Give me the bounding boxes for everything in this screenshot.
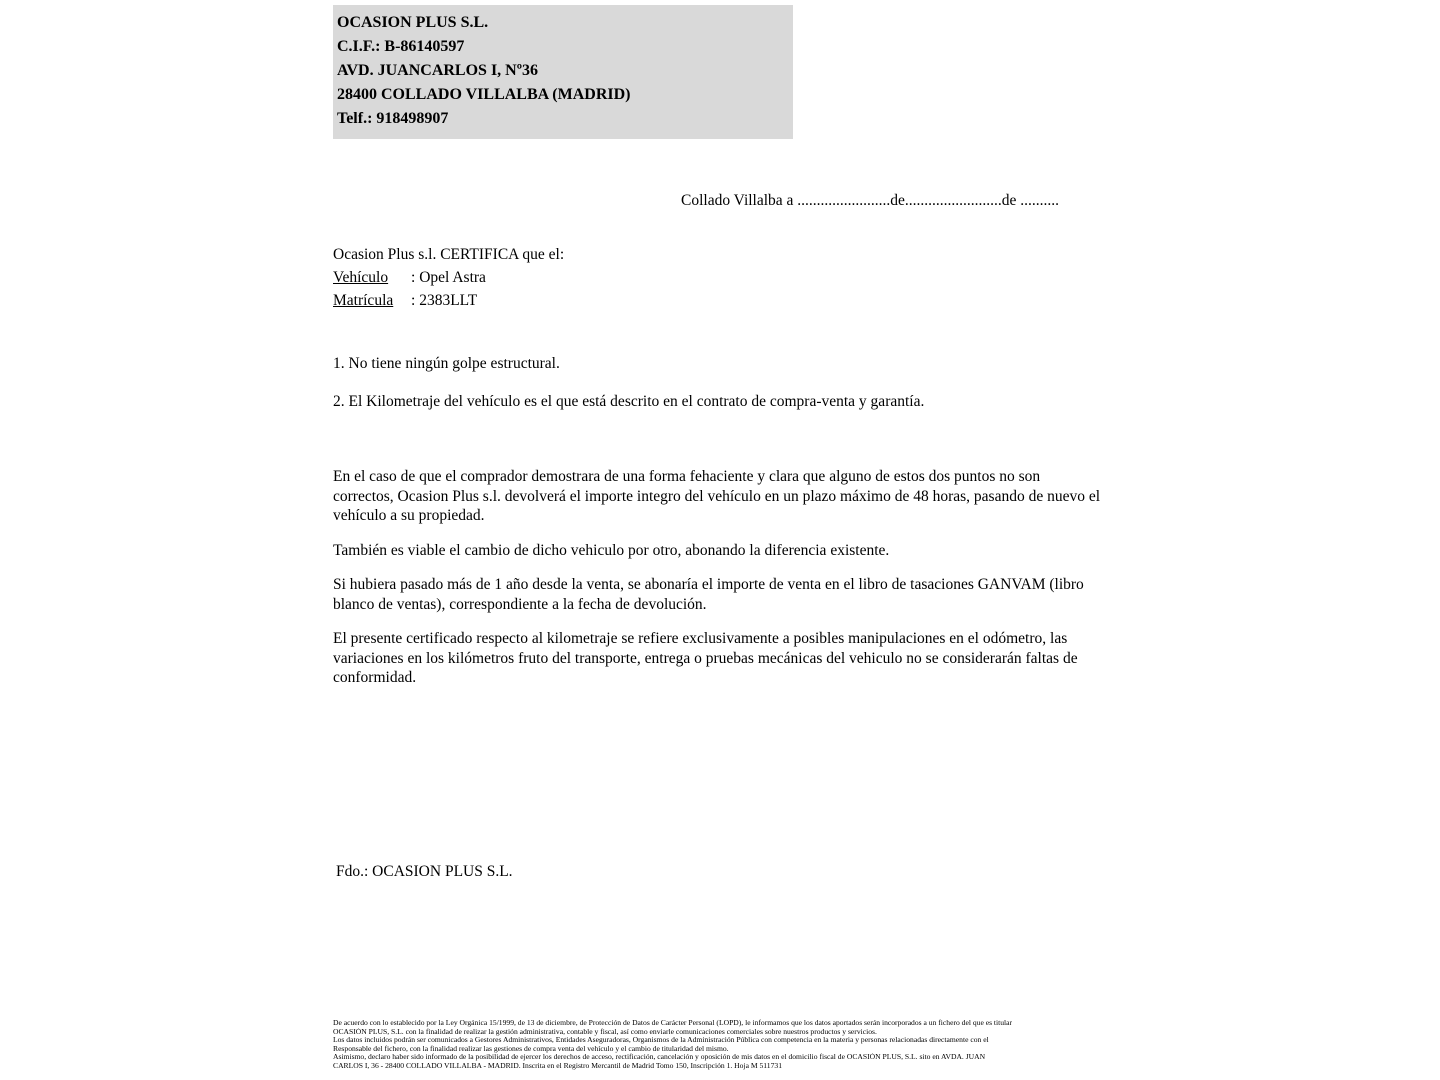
plate-line [333, 289, 1101, 312]
date-line: Collado Villalba a ........................de.........................de .......... [681, 192, 1060, 209]
legal-line: Asimismo, declaro haber sido informado de la posibilidad de ejercer los derechos de acceso, rectificación, cancelación y oposición de mis datos en el domicilio fiscal de OCASIÓN PLUS, S.L. sito en AVDA. JUAN [333, 1053, 986, 1062]
company-cif: C.I.F.: B-86140597 [337, 38, 465, 55]
vehicle-line [333, 266, 1101, 289]
plate-value: 2383LLT [419, 292, 478, 309]
vehicle-separator: : [411, 269, 420, 286]
paragraph-odometer: El presente certificado respecto al kilometraje se refiere exclusivamente a posibles manipulaciones en el odómetro, las variaciones en los kilómetros fruto del transporte, entrega o pruebas mecánicas del vehiculo no se considerarán faltas de conformidad. [333, 630, 1078, 686]
vehicle-label: Vehículo [333, 269, 389, 286]
legal-footer [333, 1019, 1123, 1071]
letterhead-block [333, 5, 793, 139]
paragraph-exchange: También es viable el cambio de dicho vehiculo por otro, abonando la diferencia existente. [333, 541, 890, 559]
company-phone: Telf.: 918498907 [337, 110, 449, 127]
plate-label: Matrícula [333, 292, 394, 309]
legal-line: CARLOS I, 36 - 28400 COLLADO VILLALBA - MADRID. Inscrita en el Registro Mercantil de Madrid Tomo 150, Inscripción 1. Hoja M 511731 [333, 1061, 782, 1070]
certificate-point-1: 1. No tiene ningún golpe estructural. [333, 355, 560, 372]
document-content [333, 0, 1101, 703]
legal-line: Los datos incluidos podrán ser comunicados a Gestores Administrativos, Entidades Aseguradoras, Organismos de la Administración Pública con competencia en la materia y personas relacionadas directamente con el [333, 1036, 989, 1045]
paragraph-ganvam: Si hubiera pasado más de 1 año desde la venta, se abonaría el importe de venta en el libro de tasaciones GANVAM (libro blanco de ventas), correspondiente a la fecha de devolución. [333, 576, 1084, 613]
company-address: AVD. JUANCARLOS I, Nº36 [337, 62, 539, 79]
body-paragraphs [333, 467, 1101, 688]
vehicle-value: Opel Astra [419, 269, 486, 286]
company-city: 28400 COLLADO VILLALBA (MADRID) [337, 86, 631, 103]
legal-line: OCASIÓN PLUS, S.L. con la finalidad de realizar la gestión administrativa, contable y fiscal, así como enviarle comunicaciones comerciales sobre nuestros productos y servicios. [333, 1027, 877, 1036]
legal-line: Responsable del fichero, con la finalidad realizar las gestiones de compra venta del vehículo y el cambio de titularidad del mismo. [333, 1044, 729, 1053]
signature-line: Fdo.: OCASION PLUS S.L. [336, 863, 513, 880]
certifies-line: Ocasion Plus s.l. CERTIFICA que el: [333, 246, 565, 263]
certificate-point-2: 2. El Kilometraje del vehículo es el que está descrito en el contrato de compra-venta y garantía. [333, 393, 925, 410]
company-name: OCASION PLUS S.L. [337, 14, 489, 31]
paragraph-refund: En el caso de que el comprador demostrara de una forma fehaciente y clara que alguno de estos dos puntos no son correctos, Ocasion Plus s.l. devolverá el importe integro del vehículo en un plazo máximo de 48 horas, pasando de nuevo el vehículo a su propiedad. [333, 468, 1101, 524]
legal-line: De acuerdo con lo establecido por la Ley Orgánica 15/1999, de 13 de diciembre, de Protección de Datos de Carácter Personal (LOPD), le informamos que los datos aportados serán incorporados a un fichero del que es titular [333, 1019, 1013, 1027]
plate-separator: : [411, 292, 420, 309]
